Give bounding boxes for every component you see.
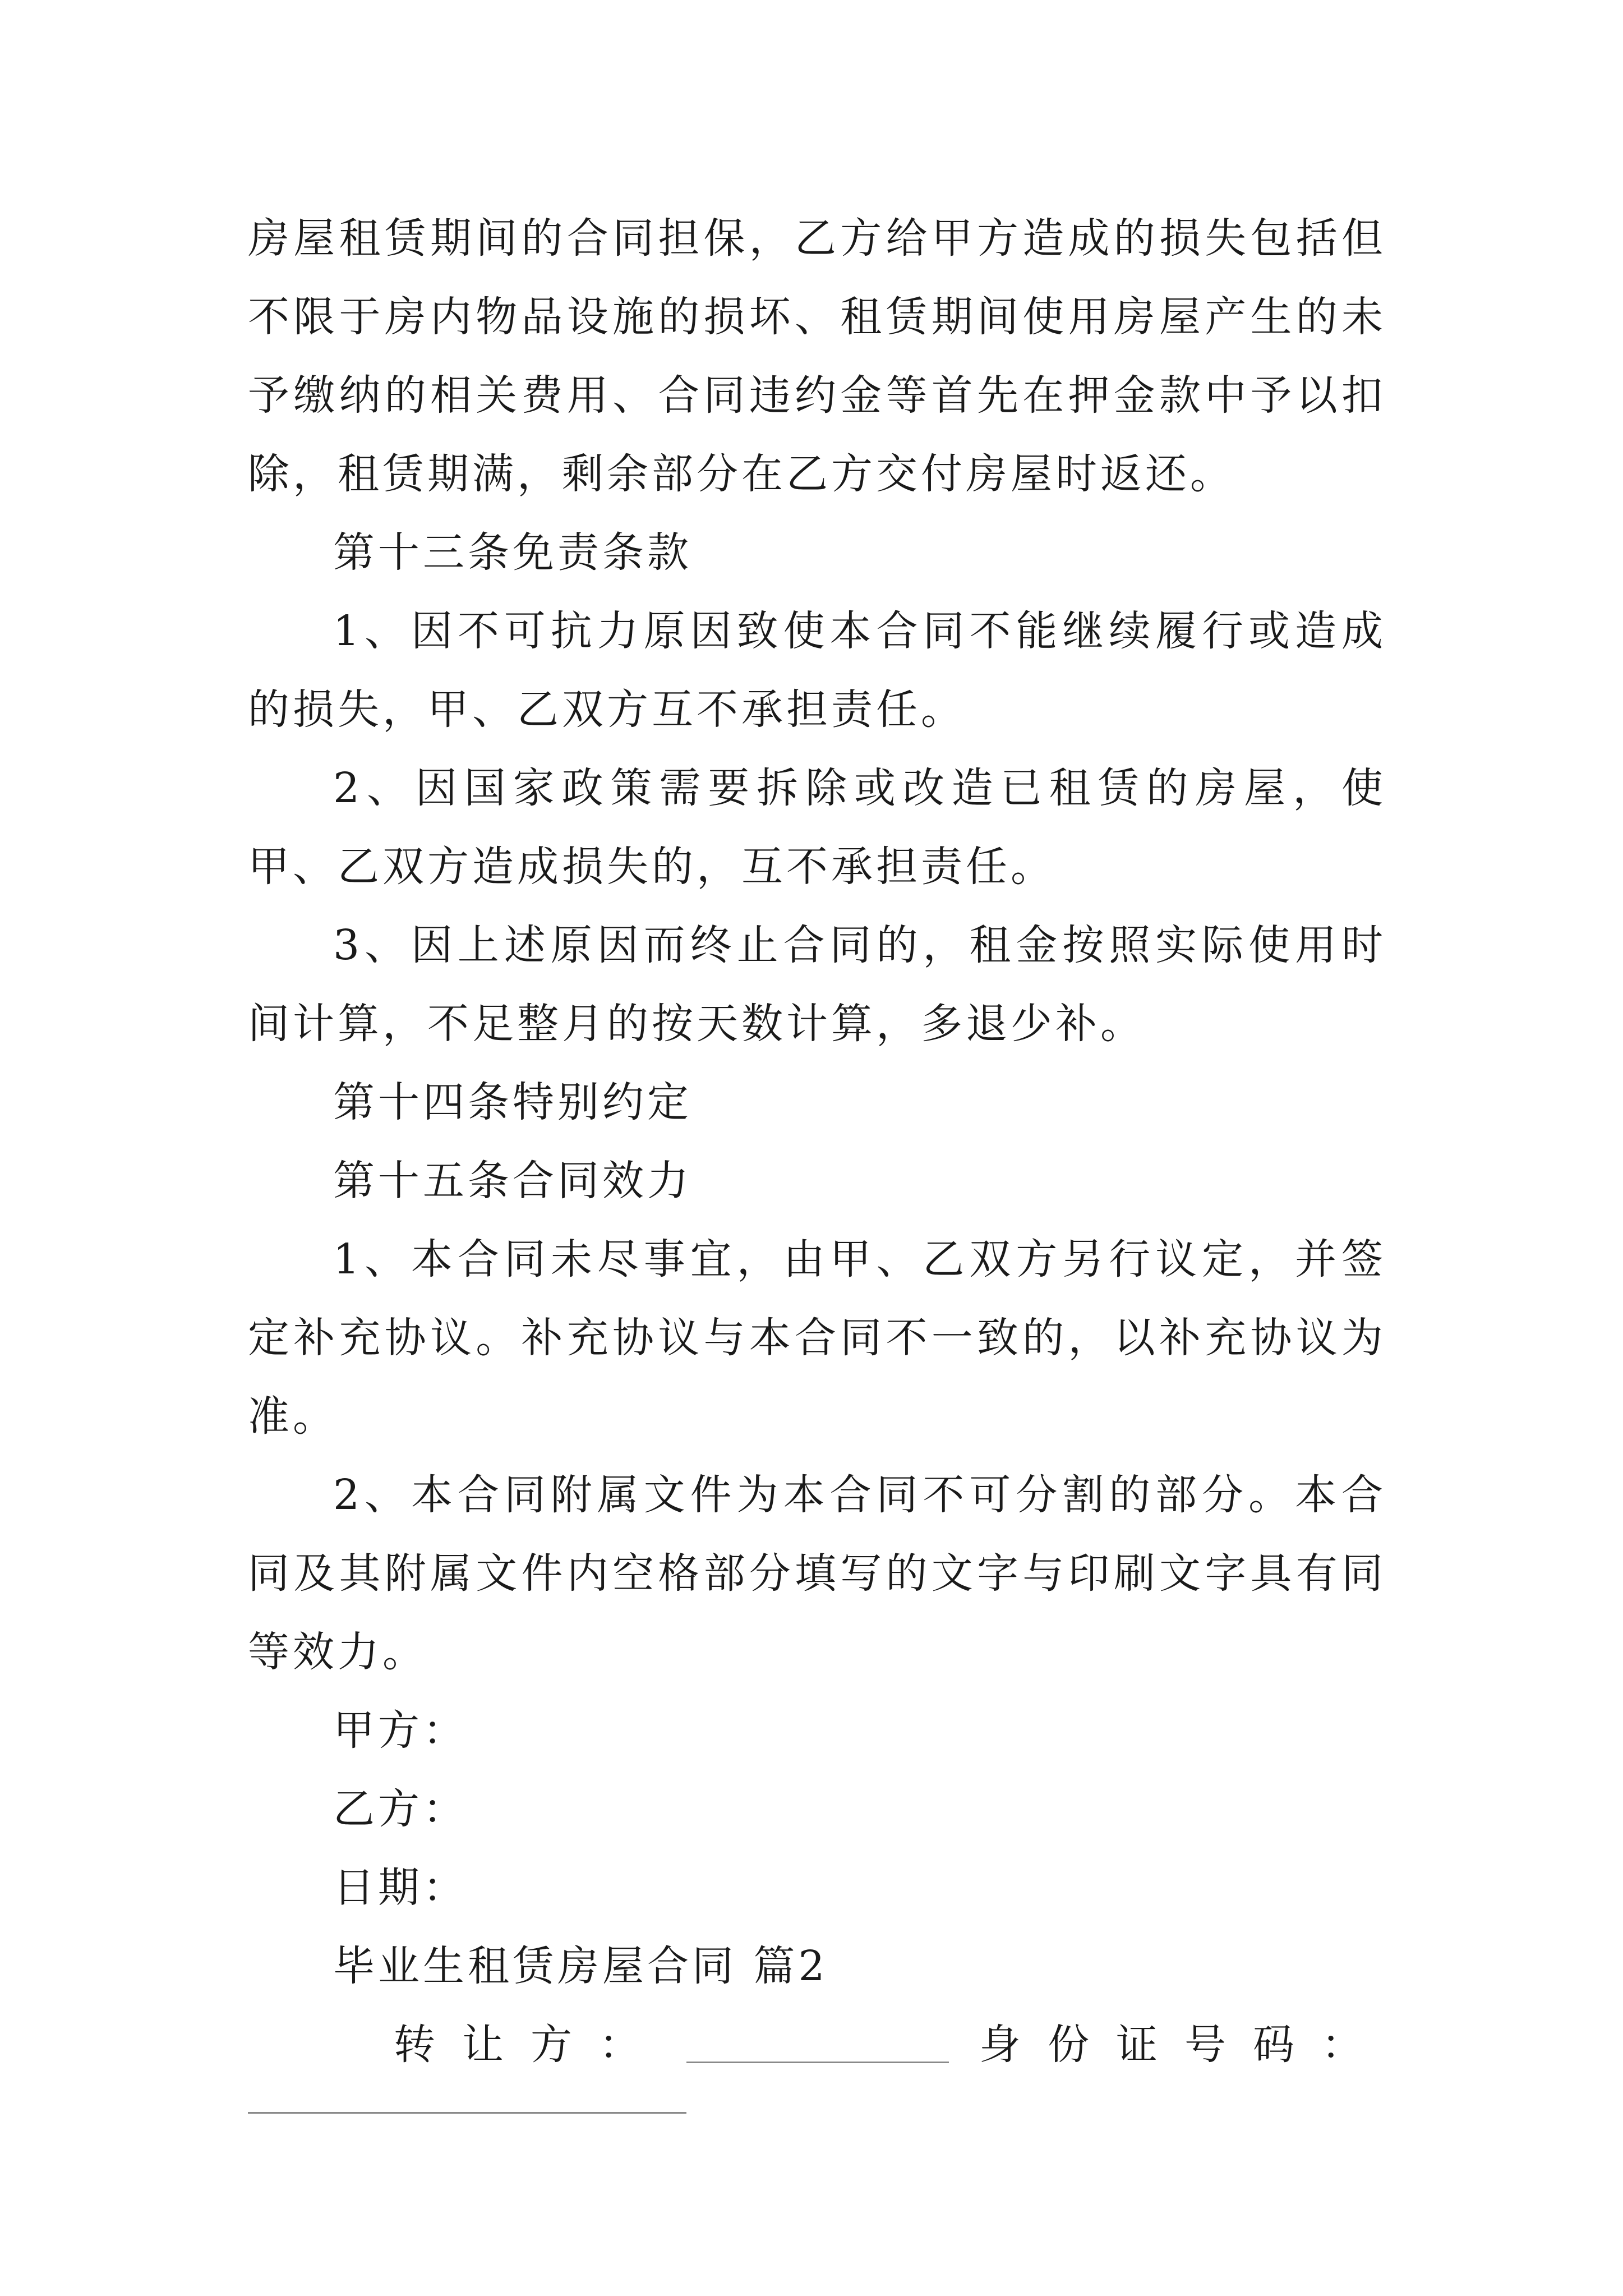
- paragraph-article-13-item-1: 1、因不可抗力原因致使本合同不能继续履行或造成的损失，甲、乙双方互不承担责任。: [248, 607, 1386, 734]
- id-number-line: [248, 2084, 1386, 2162]
- transferor-line: [248, 2005, 1390, 2084]
- document-body: [248, 199, 1390, 2162]
- transferor-blank: [686, 2062, 949, 2063]
- heading-article-13: 第十三条免责条款: [333, 528, 692, 577]
- signature-party-a: 甲方：: [333, 1706, 468, 1755]
- id-number-label: 身份证号码：: [979, 2021, 1390, 2069]
- paragraph-article-15-item-2: 2、本合同附属文件为本合同不可分割的部分。本合同及其附属文件内空格部分填写的文字与印刷文字具有同等效力。: [248, 1471, 1386, 1676]
- section-title-contract-2: 毕业生租赁房屋合同 篇2: [333, 1942, 828, 1990]
- signature-party-b: 乙方：: [333, 1785, 468, 1833]
- signature-date: 日期：: [333, 1864, 468, 1912]
- heading-article-14: 第十四条特别约定: [333, 1078, 692, 1126]
- paragraph-deposit-terms: 房屋租赁期间的合同担保，乙方给甲方造成的损失包括但不限于房内物品设施的损坏、租赁期间使用房屋产生的未予缴纳的相关费用、合同违约金等首先在押金款中予以扣除，租赁期满，剩余部分在乙方交付房屋时返还。: [248, 214, 1386, 498]
- paragraph-article-15-item-1: 1、本合同未尽事宜，由甲、乙双方另行议定，并签定补充协议。补充协议与本合同不一致的，以补充协议为准。: [248, 1235, 1386, 1441]
- transferor-label: 转让方：: [394, 2021, 667, 2069]
- paragraph-article-13-item-3: 3、因上述原因而终止合同的，租金按照实际使用时间计算，不足整月的按天数计算，多退少补。: [248, 921, 1386, 1048]
- heading-article-15: 第十五条合同效力: [333, 1157, 692, 1205]
- paragraph-article-13-item-2: 2、因国家政策需要拆除或改造已租赁的房屋，使甲、乙双方造成损失的，互不承担责任。: [248, 764, 1386, 891]
- id-number-blank: [248, 2112, 686, 2114]
